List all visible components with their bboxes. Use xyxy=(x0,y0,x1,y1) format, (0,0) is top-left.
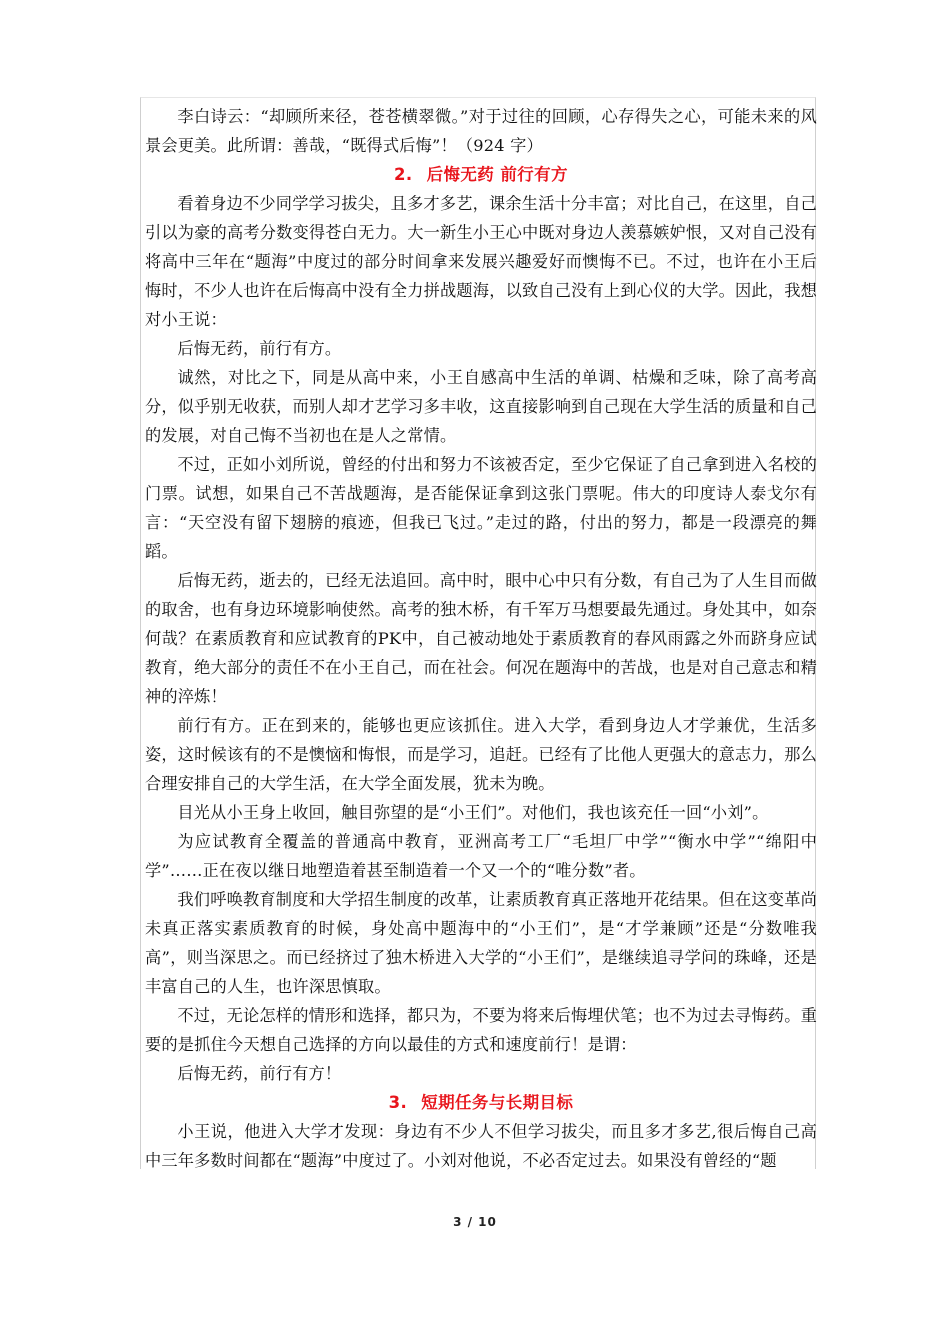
paragraph: 后悔无药，逝去的，已经无法追回。高中时，眼中心中只有分数，有自己为了人生目而做的取舍，也有身边环境影响使然。高考的独木桥，有千军万马想要最先通过。身处其中，如奈何哉？在素质教育和应试教育的PK中，自己被动地处于素质教育的春风雨露之外而跻身应试教育，绝大部分的责任不在小王自己，而在社会。何况在题海中的苦战，也是对自己意志和精神的淬炼！ xyxy=(145,571,817,706)
section-heading-2 xyxy=(145,160,817,189)
paragraph: 不过，正如小刘所说，曾经的付出和努力不该被否定，至少它保证了自己拿到进入名校的门票。试想，如果自己不苦战题海，是否能保证拿到这张门票呢。伟大的印度诗人泰戈尔有言：“天空没有留下翅膀的痕迹，但我已飞过。”走过的路，付出的努力，都是一段漂亮的舞蹈。 xyxy=(145,455,817,561)
document-body xyxy=(145,102,817,1175)
paragraph: 后悔无药，前行有方。 xyxy=(177,339,342,358)
paragraph: 后悔无药，前行有方！ xyxy=(177,1064,342,1083)
paragraph: 前行有方。正在到来的，能够也更应该抓住。进入大学，看到身边人才学兼优，生活多姿，这时候该有的不是懊恼和悔恨，而是学习，追赶。已经有了比他人更强大的意志力，那么合理安排自己的大学生活，在大学全面发展，犹未为晚。 xyxy=(145,716,817,793)
section-number: 3. xyxy=(388,1093,408,1112)
paragraph: 看着身边不少同学学习拔尖，且多才多艺，课余生活十分丰富；对比自己，在这里，自己引以为豪的高考分数变得苍白无力。大一新生小王心中既对身边人羡慕嫉妒恨，又对自己没有将高中三年在“题海”中度过的部分时间拿来发展兴趣爱好而懊悔不已。不过，也许在小王后悔时，不少人也许在后悔高中没有全力拼战题海，以致自己没有上到心仪的大学。因此，我想对小王说： xyxy=(145,194,817,329)
section-number: 2. xyxy=(394,165,413,184)
paragraph: 李白诗云：“却顾所来径，苍苍横翠微。”对于过往的回顾，心存得失之心，可能未来的风景会更美。此所谓：善哉，“既得式后悔”！（924 字） xyxy=(145,107,817,155)
section-heading-3 xyxy=(145,1088,817,1117)
paragraph: 小王说，他进入大学才发现：身边有不少人不但学习拔尖，而且多才多艺,很后悔自己高中三年多数时间都在“题海”中度过了。小刘对他说，不必否定过去。如果没有曾经的“题 xyxy=(145,1122,817,1170)
section-title: 短期任务与长期目标 xyxy=(421,1093,574,1112)
paragraph: 诚然，对比之下，同是从高中来，小王自感高中生活的单调、枯燥和乏味，除了高考高分，似乎别无收获，而别人却才艺学习多丰收，这直接影响到自己现在大学生活的质量和自己的发展，对自己悔不当初也在是人之常情。 xyxy=(145,368,817,445)
section-title: 后悔无药 前行有方 xyxy=(426,165,568,184)
page-number: 3 / 10 xyxy=(453,1215,497,1229)
paragraph: 不过，无论怎样的情形和选择，都只为，不要为将来后悔埋伏笔；也不为过去寻悔药。重要的是抓住今天想自己选择的方向以最佳的方式和速度前行！是谓： xyxy=(145,1006,817,1054)
paragraph: 目光从小王身上收回，触目弥望的是“小王们”。对他们，我也该充任一回“小刘”。 xyxy=(177,803,769,822)
paragraph: 我们呼唤教育制度和大学招生制度的改革，让素质教育真正落地开花结果。但在这变革尚未真正落实素质教育的时候，身处高中题海中的“小王们”，是“才学兼顾”还是“分数唯我高”，则当深思之。而已经挤过了独木桥进入大学的“小王们”，是继续追寻学问的珠峰，还是丰富自己的人生，也许深思慎取。 xyxy=(145,890,817,996)
paragraph: 为应试教育全覆盖的普通高中教育，亚洲高考工厂“毛坦厂中学”“衡水中学”“绵阳中学”……正在夜以继日地塑造着甚至制造着一个又一个的“唯分数”者。 xyxy=(145,832,817,880)
